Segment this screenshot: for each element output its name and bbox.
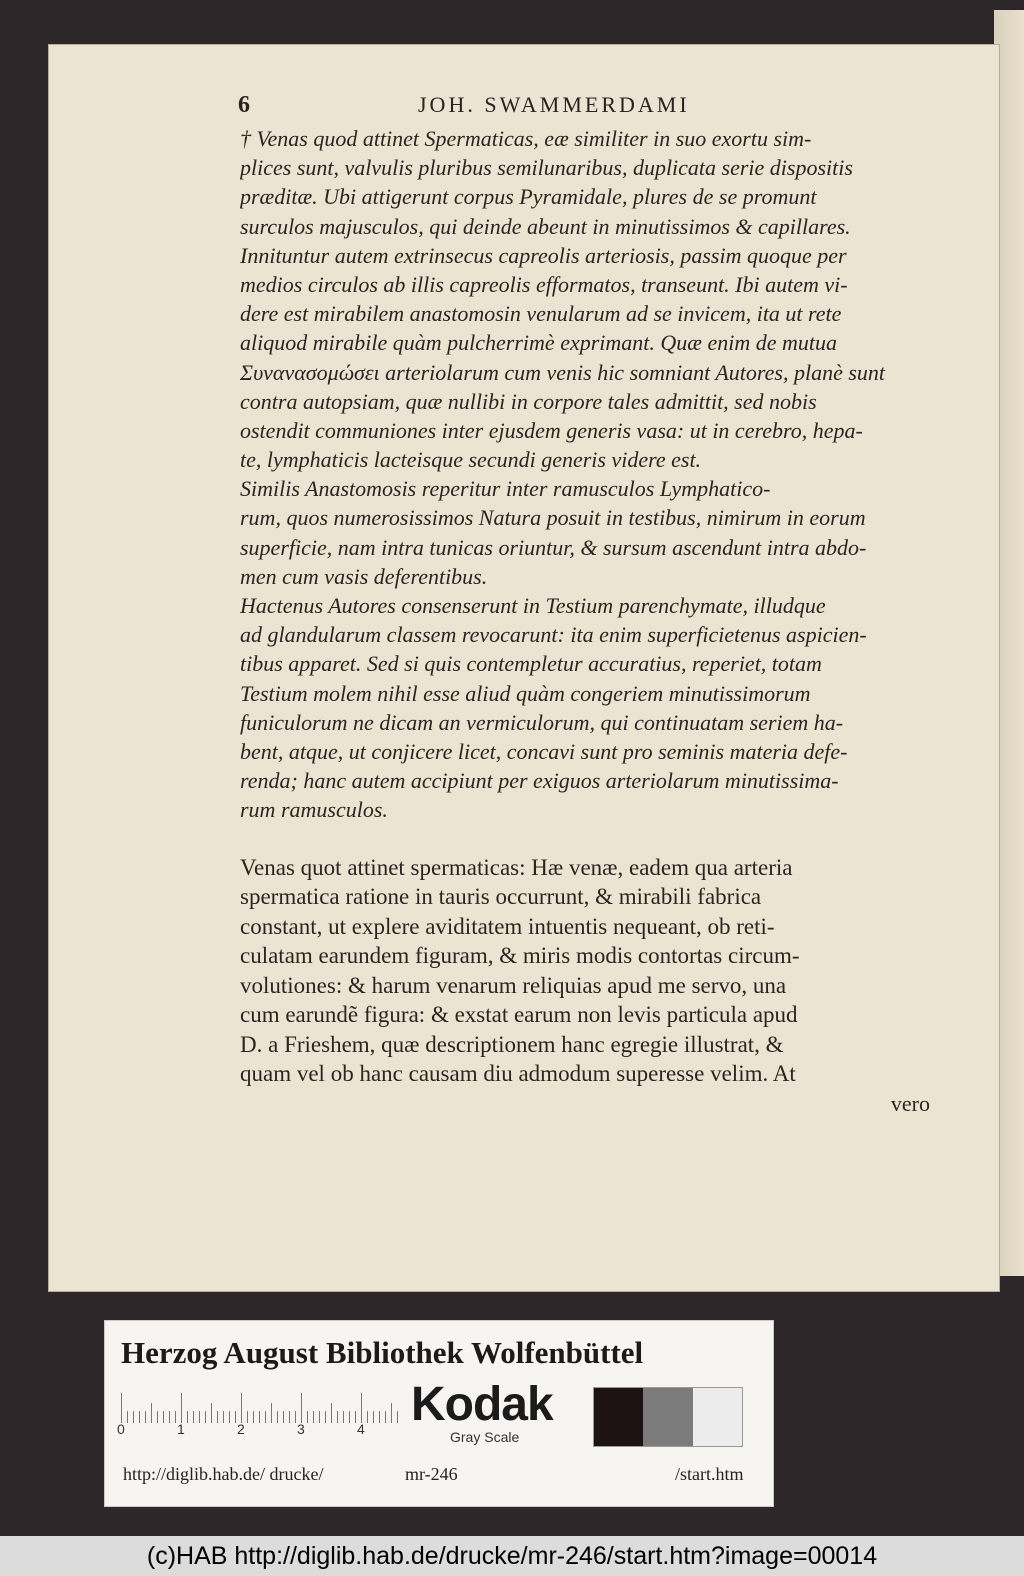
ruler-tick xyxy=(349,1411,350,1423)
text-line: constant, ut explere aviditatem intuentis nequeant, ob reti- xyxy=(240,913,775,939)
ruler-number: 2 xyxy=(237,1421,245,1437)
text-line: aliquod mirabile quàm pulcherrimè exprimant. Quæ enim de mutua xyxy=(240,330,837,356)
ruler-tick xyxy=(181,1393,182,1423)
text-line: Venas quot attinet spermaticas: Hæ venæ, eadem qua arteria xyxy=(240,854,793,880)
ruler-tick xyxy=(385,1411,386,1423)
text-line: culatam earundem figuram, & miris modis contortas circum- xyxy=(240,943,800,968)
text-line: superficie, nam intra tunicas oriuntur, & sursum ascendunt intra abdo- xyxy=(240,534,867,560)
text-line: Innituntur autem extrinsecus capreolis arteriosis, passim quoque per xyxy=(240,242,847,268)
ruler-tick xyxy=(229,1411,230,1423)
ruler-tick xyxy=(343,1411,344,1423)
roman-paragraph xyxy=(240,853,930,1089)
ruler-tick xyxy=(235,1411,236,1423)
ruler-tick xyxy=(361,1393,362,1423)
gray-swatch xyxy=(693,1388,742,1446)
text-line: Similis Anastomosis reperitur inter ramusculos Lymphatico- xyxy=(240,476,771,502)
ruler-tick xyxy=(193,1411,194,1423)
gray-swatch xyxy=(643,1388,692,1446)
url-left: http://diglib.hab.de/ drucke/ xyxy=(123,1464,324,1484)
ruler-tick xyxy=(295,1411,296,1423)
text-line: te, lymphaticis lacteisque secundi generis videre est. xyxy=(240,447,702,473)
ruler-tick xyxy=(313,1411,314,1423)
ruler-tick xyxy=(379,1411,380,1423)
ruler-tick xyxy=(199,1411,200,1423)
text-line: ad glandularum classem revocarunt: ita enim superficietenus aspicien- xyxy=(240,622,867,648)
ruler-tick xyxy=(175,1411,176,1423)
catchword: vero xyxy=(890,1090,930,1116)
page-text xyxy=(240,124,930,1118)
text-line: surculos majusculos, qui deinde abeunt in minutissimos & capillares. xyxy=(240,213,851,239)
ruler-tick xyxy=(127,1411,128,1423)
text-line: Hactenus Autores consenserunt in Testium parenchymate, illudque xyxy=(240,593,826,618)
measurement-ruler xyxy=(117,1387,397,1437)
ruler-number: 4 xyxy=(357,1421,365,1437)
ruler-tick xyxy=(265,1411,266,1423)
ruler-tick xyxy=(121,1393,122,1423)
ruler-tick xyxy=(397,1411,398,1423)
text-line: Testium molem nihil esse aliud quàm congeriem minutissimorum xyxy=(240,680,811,706)
ruler-tick xyxy=(253,1411,254,1423)
url-mid: mr-246 xyxy=(405,1464,458,1484)
ruler-tick xyxy=(163,1411,164,1423)
text-line: cum earundẽ figura: & exstat earum non levis particula apud xyxy=(240,1002,798,1027)
ruler-tick xyxy=(307,1411,308,1423)
text-line: tibus apparet. Sed si quis contempletur accuratius, reperiet, totam xyxy=(240,651,822,677)
gray-swatch xyxy=(594,1388,643,1446)
text-line: medios circulos ab illis capreolis efformatos, transeunt. Ibi autem vi- xyxy=(240,271,848,297)
running-head-title: JOH. SWAMMERDAMI xyxy=(418,92,690,117)
text-line: volutiones: & harum venarum reliquias apud me servo, una xyxy=(240,972,787,998)
running-head xyxy=(238,92,758,122)
ruler-tick xyxy=(205,1411,206,1423)
text-line: D. a Frieshem, quæ descriptionem hanc egregie illustrat, & xyxy=(240,1031,784,1057)
ruler-tick xyxy=(241,1393,242,1423)
italic-paragraphs xyxy=(240,124,930,825)
text-line: bent, atque, ut conjicere licet, concavi sunt pro seminis materia defe- xyxy=(240,738,848,764)
ruler-tick xyxy=(391,1403,392,1423)
page-number: 6 xyxy=(238,92,250,118)
ruler-tick xyxy=(187,1411,188,1423)
text-line: † Venas quod attinet Spermaticas, eæ similiter in suo exortu sim- xyxy=(240,126,812,151)
text-line: contra autopsiam, quæ nullibi in corpore tales admittit, sed nobis xyxy=(240,388,817,414)
ruler-tick xyxy=(331,1403,332,1423)
ruler-tick xyxy=(139,1411,140,1423)
text-line: præditæ. Ubi attigerunt corpus Pyramidale, plures de se promunt xyxy=(240,184,817,210)
text-line: rum, quos numerosissimos Natura posuit in testibus, nimirum in eorum xyxy=(240,505,866,531)
ruler-number: 3 xyxy=(297,1421,305,1437)
ruler-number: 0 xyxy=(117,1421,125,1437)
ruler-tick xyxy=(217,1411,218,1423)
ruler-tick xyxy=(133,1411,134,1423)
text-line: spermatica ratione in tauris occurrunt, & mirabili fabrica xyxy=(240,884,762,909)
text-line: ostendit communiones inter ejusdem generis vasa: ut in cerebro, hepa- xyxy=(240,417,863,443)
text-line: rum ramusculos. xyxy=(240,797,388,823)
ruler-tick xyxy=(373,1411,374,1423)
kodak-logo: Kodak xyxy=(411,1378,553,1431)
text-line: dere est mirabilem anastomosin venularum ad se invicem, ita ut rete xyxy=(240,301,842,327)
url-right: /start.htm xyxy=(675,1464,744,1484)
ruler-tick xyxy=(223,1411,224,1423)
gray-scale-label: Gray Scale xyxy=(450,1429,520,1445)
ruler-tick xyxy=(355,1411,356,1423)
ruler-tick xyxy=(319,1411,320,1423)
ruler-tick xyxy=(277,1411,278,1423)
library-title: Herzog August Bibliothek Wolfenbüttel xyxy=(121,1335,644,1370)
ruler-tick xyxy=(271,1403,272,1423)
text-line: funiculorum ne dicam an vermiculorum, qui continuatam seriem ha- xyxy=(240,709,844,735)
text-line: Συνανασομώσει arteriolarum cum venis hic somniant Autores, planè sunt xyxy=(240,359,886,385)
ruler-tick xyxy=(259,1411,260,1423)
ruler-number: 1 xyxy=(177,1421,185,1437)
ruler-tick xyxy=(337,1411,338,1423)
ruler-tick xyxy=(289,1411,290,1423)
text-line: men cum vasis deferentibus. xyxy=(240,563,488,589)
ruler-tick xyxy=(157,1411,158,1423)
paragraph-gap xyxy=(240,825,930,853)
ruler-tick xyxy=(247,1411,248,1423)
ruler-tick xyxy=(211,1403,212,1423)
color-target-card xyxy=(104,1320,774,1507)
ruler-tick xyxy=(283,1411,284,1423)
text-line: plices sunt, valvulis pluribus semilunaribus, duplicata serie dispositis xyxy=(240,155,853,181)
ruler-tick xyxy=(301,1393,302,1423)
url-row xyxy=(113,1457,765,1491)
ruler-tick xyxy=(151,1403,152,1423)
ruler-tick xyxy=(169,1411,170,1423)
ruler-tick xyxy=(367,1411,368,1423)
ruler-tick xyxy=(145,1411,146,1423)
gray-scale-swatches xyxy=(593,1387,743,1447)
footer-credit: (c)HAB http://diglib.hab.de/drucke/mr-246/start.htm?image=00014 xyxy=(0,1536,1024,1576)
text-line: quam vel ob hanc causam diu admodum superesse velim. At xyxy=(240,1061,796,1086)
text-line: renda; hanc autem accipiunt per exiguos arteriolarum minutissima- xyxy=(240,768,839,794)
ruler-tick xyxy=(325,1411,326,1423)
